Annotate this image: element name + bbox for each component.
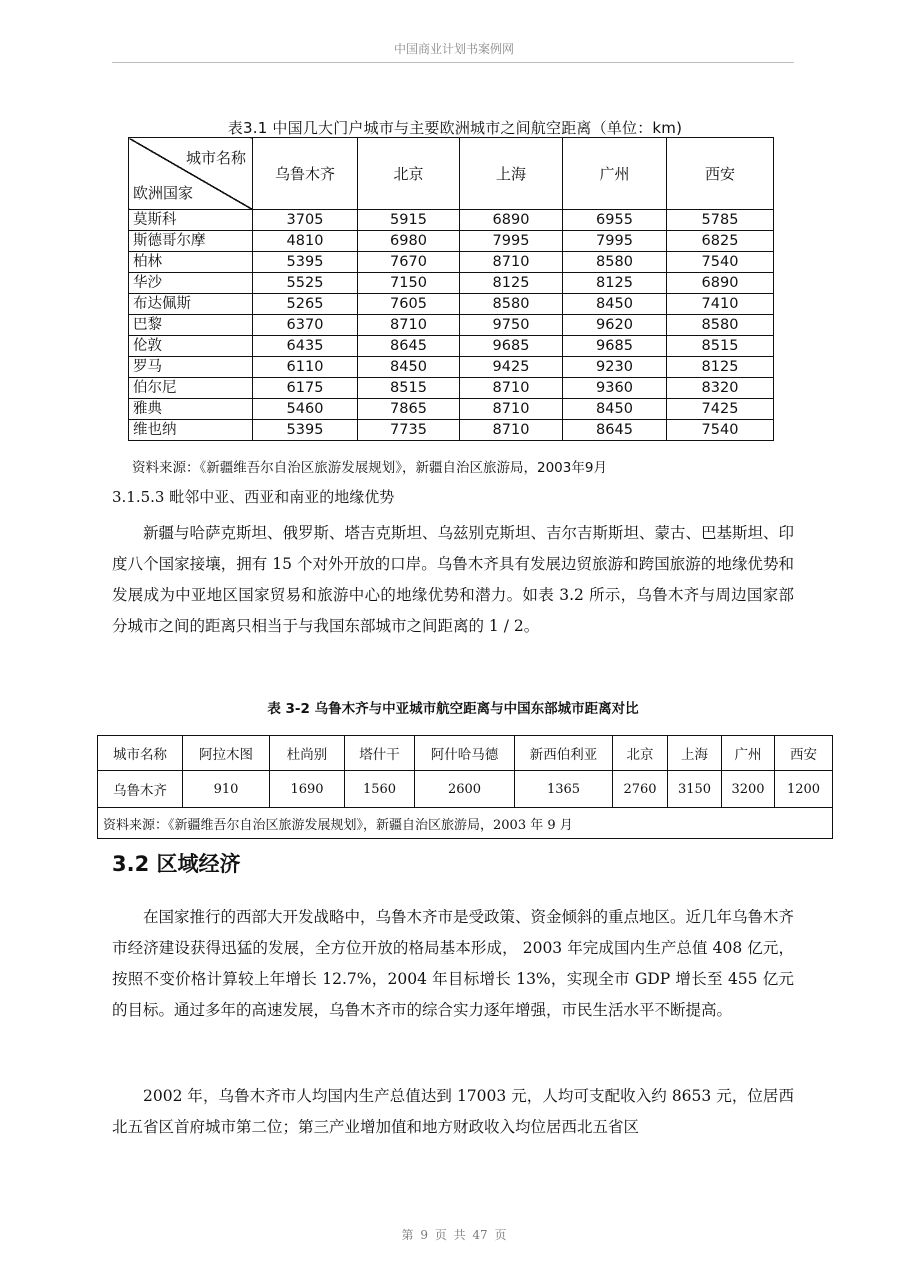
table1-flight-distances [128, 137, 774, 441]
heading-regional-economy: 3.2 区域经济 [112, 852, 241, 876]
table1-row-label: 莫斯科 [129, 210, 253, 231]
table1-cell: 8710 [460, 252, 563, 273]
table1-cell: 6825 [667, 231, 774, 252]
table1-cell: 8320 [667, 378, 774, 399]
table-row [129, 294, 774, 315]
table1-cell: 8125 [667, 357, 774, 378]
header-divider [112, 62, 794, 63]
table1-corner-top-label: 城市名称 [185, 149, 246, 167]
table-row [129, 336, 774, 357]
table1-cell: 8450 [358, 357, 460, 378]
table1-cell: 7865 [358, 399, 460, 420]
table2-cell: 2760 [613, 771, 668, 808]
table1-col-header: 乌鲁木齐 [253, 138, 358, 210]
table-row [129, 399, 774, 420]
table1-cell: 6370 [253, 315, 358, 336]
table1-source: 资料来源：《新疆维吾尔自治区旅游发展规划》，新疆自治区旅游局，2003年9月 [132, 460, 607, 476]
table1-cell: 8645 [358, 336, 460, 357]
table1-cell: 8710 [460, 420, 563, 441]
table1-row-label: 华沙 [129, 273, 253, 294]
table1-row-label: 柏林 [129, 252, 253, 273]
table-row [129, 315, 774, 336]
table2-cell: 1560 [345, 771, 415, 808]
table2-cell: 910 [183, 771, 270, 808]
table1-cell: 8515 [667, 336, 774, 357]
table2-data-row [98, 771, 833, 808]
table-row [129, 273, 774, 294]
table2-col-header: 杜尚别 [270, 736, 345, 771]
table2-cell: 3150 [668, 771, 722, 808]
table1-row-label: 布达佩斯 [129, 294, 253, 315]
table1-cell: 7605 [358, 294, 460, 315]
table1-cell: 8580 [667, 315, 774, 336]
table1-cell: 9750 [460, 315, 563, 336]
table1-cell: 9685 [563, 336, 667, 357]
table2-header-label: 城市名称 [98, 736, 183, 771]
table-row [129, 252, 774, 273]
table2-title: 表 3-2 乌鲁木齐与中亚城市航空距离与中国东部城市距离对比 [267, 701, 639, 717]
table1-cell: 7995 [563, 231, 667, 252]
table1-cell: 5395 [253, 420, 358, 441]
table1-cell: 8645 [563, 420, 667, 441]
table1-cell: 7410 [667, 294, 774, 315]
table1-row-label: 伯尔尼 [129, 378, 253, 399]
table2-cell: 3200 [722, 771, 775, 808]
table1-cell: 9620 [563, 315, 667, 336]
table1-cell: 7995 [460, 231, 563, 252]
table2-col-header: 塔什干 [345, 736, 415, 771]
table2-col-header: 广州 [722, 736, 775, 771]
table1-cell: 8710 [358, 315, 460, 336]
paragraph-economy: 在国家推行的西部大开发战略中，乌鲁木齐市是受政策、资金倾斜的重点地区。近几年乌鲁木齐市经济建设获得迅猛的发展，全方位开放的格局基本形成， 2003 年完成国内生产总值 408 亿元，按照不变价格计算较上年增长 12.7%，2004 年目标增长 13%，实现全市 GDP 增长至 455 亿元的目标。通过多年的高速发展，乌鲁木齐市的综合实力逐年增强，市民生活水平不断提高。 [112, 908, 795, 1019]
table1-cell: 8515 [358, 378, 460, 399]
table1-cell: 6890 [667, 273, 774, 294]
table1-cell: 7735 [358, 420, 460, 441]
table2-col-header: 上海 [668, 736, 722, 771]
table2-col-header: 阿拉木图 [183, 736, 270, 771]
table1-cell: 8450 [563, 399, 667, 420]
table2-col-header: 新西伯利亚 [515, 736, 613, 771]
table1-cell: 6955 [563, 210, 667, 231]
table-row [129, 378, 774, 399]
table-row [129, 357, 774, 378]
table1-col-header: 西安 [667, 138, 774, 210]
table1-cell: 8125 [563, 273, 667, 294]
paragraph-per-capita: 2002 年，乌鲁木齐市人均国内生产总值达到 17003 元，人均可支配收入约 8653 元，位居西北五省区首府城市第二位；第三产业增加值和地方财政收入均位居西北五省区 [112, 1087, 794, 1136]
table1-col-header: 广州 [563, 138, 667, 210]
table1-cell: 4810 [253, 231, 358, 252]
table2-distance-comparison [97, 735, 833, 839]
table1-cell: 7425 [667, 399, 774, 420]
table1-row-label: 罗马 [129, 357, 253, 378]
table1-corner-bottom-label: 欧洲国家 [133, 184, 194, 202]
table1-cell: 9230 [563, 357, 667, 378]
table2-cell: 1365 [515, 771, 613, 808]
table1-cell: 9360 [563, 378, 667, 399]
table1-cell: 5915 [358, 210, 460, 231]
table1-row-label: 雅典 [129, 399, 253, 420]
table2-row-label: 乌鲁木齐 [98, 771, 183, 808]
table1-cell: 5265 [253, 294, 358, 315]
table1-cell: 7670 [358, 252, 460, 273]
page-number: 第 9 页 共 47 页 [401, 1228, 507, 1242]
table1-cell: 9425 [460, 357, 563, 378]
table2-col-header: 西安 [775, 736, 833, 771]
table-row [129, 231, 774, 252]
table1-title: 表3.1 中国几大门户城市与主要欧洲城市之间航空距离（单位：km) [227, 119, 683, 137]
table1-cell: 3705 [253, 210, 358, 231]
table2-source: 资料来源：《新疆维吾尔自治区旅游发展规划》，新疆自治区旅游局，2003 年 9 月 [98, 808, 833, 839]
table1-cell: 8580 [563, 252, 667, 273]
table1-col-header: 上海 [460, 138, 563, 210]
table2-cell: 1690 [270, 771, 345, 808]
table2-cell: 1200 [775, 771, 833, 808]
table1-cell: 8710 [460, 399, 563, 420]
table1-cell: 6435 [253, 336, 358, 357]
table1-cell: 8125 [460, 273, 563, 294]
table2-cell: 2600 [415, 771, 515, 808]
table1-corner-cell [129, 138, 253, 210]
table2-header-row [98, 736, 833, 771]
table1-cell: 6175 [253, 378, 358, 399]
table-row [129, 210, 774, 231]
table1-cell: 9685 [460, 336, 563, 357]
table-row [129, 420, 774, 441]
table1-header-row [129, 138, 774, 210]
table1-cell: 5395 [253, 252, 358, 273]
table1-cell: 5785 [667, 210, 774, 231]
page-header: 中国商业计划书案例网 [393, 42, 514, 56]
table2-source-row [98, 808, 833, 839]
table1-cell: 7150 [358, 273, 460, 294]
table1-row-label: 维也纳 [129, 420, 253, 441]
table1-row-label: 伦敦 [129, 336, 253, 357]
table1-cell: 5525 [253, 273, 358, 294]
table2-col-header: 阿什哈马德 [415, 736, 515, 771]
table1-cell: 5460 [253, 399, 358, 420]
table1-row-label: 巴黎 [129, 315, 253, 336]
table1-cell: 7540 [667, 252, 774, 273]
table1-row-label: 斯德哥尔摩 [129, 231, 253, 252]
table1-cell: 6890 [460, 210, 563, 231]
table2-col-header: 北京 [613, 736, 668, 771]
table1-cell: 6110 [253, 357, 358, 378]
table1-cell: 8450 [563, 294, 667, 315]
table1-cell: 7540 [667, 420, 774, 441]
table1-col-header: 北京 [358, 138, 460, 210]
section-heading-3-1-5-3: 3.1.5.3 毗邻中亚、西亚和南亚的地缘优势 [112, 488, 395, 506]
table1-cell: 8580 [460, 294, 563, 315]
table1-cell: 8710 [460, 378, 563, 399]
paragraph-geographic-advantage: 新疆与哈萨克斯坦、俄罗斯、塔吉克斯坦、乌兹别克斯坦、吉尔吉斯斯坦、蒙古、巴基斯坦、印度八个国家接壤，拥有 15 个对外开放的口岸。乌鲁木齐具有发展边贸旅游和跨国旅游的地缘优势和发展成为中亚地区国家贸易和旅游中心的地缘优势和潜力。如表 3.2 所示，乌鲁木齐与周边国家部分城市之间的距离只相当于与我国东部城市之间距离的 1 / 2。 [112, 524, 795, 635]
table1-cell: 6980 [358, 231, 460, 252]
